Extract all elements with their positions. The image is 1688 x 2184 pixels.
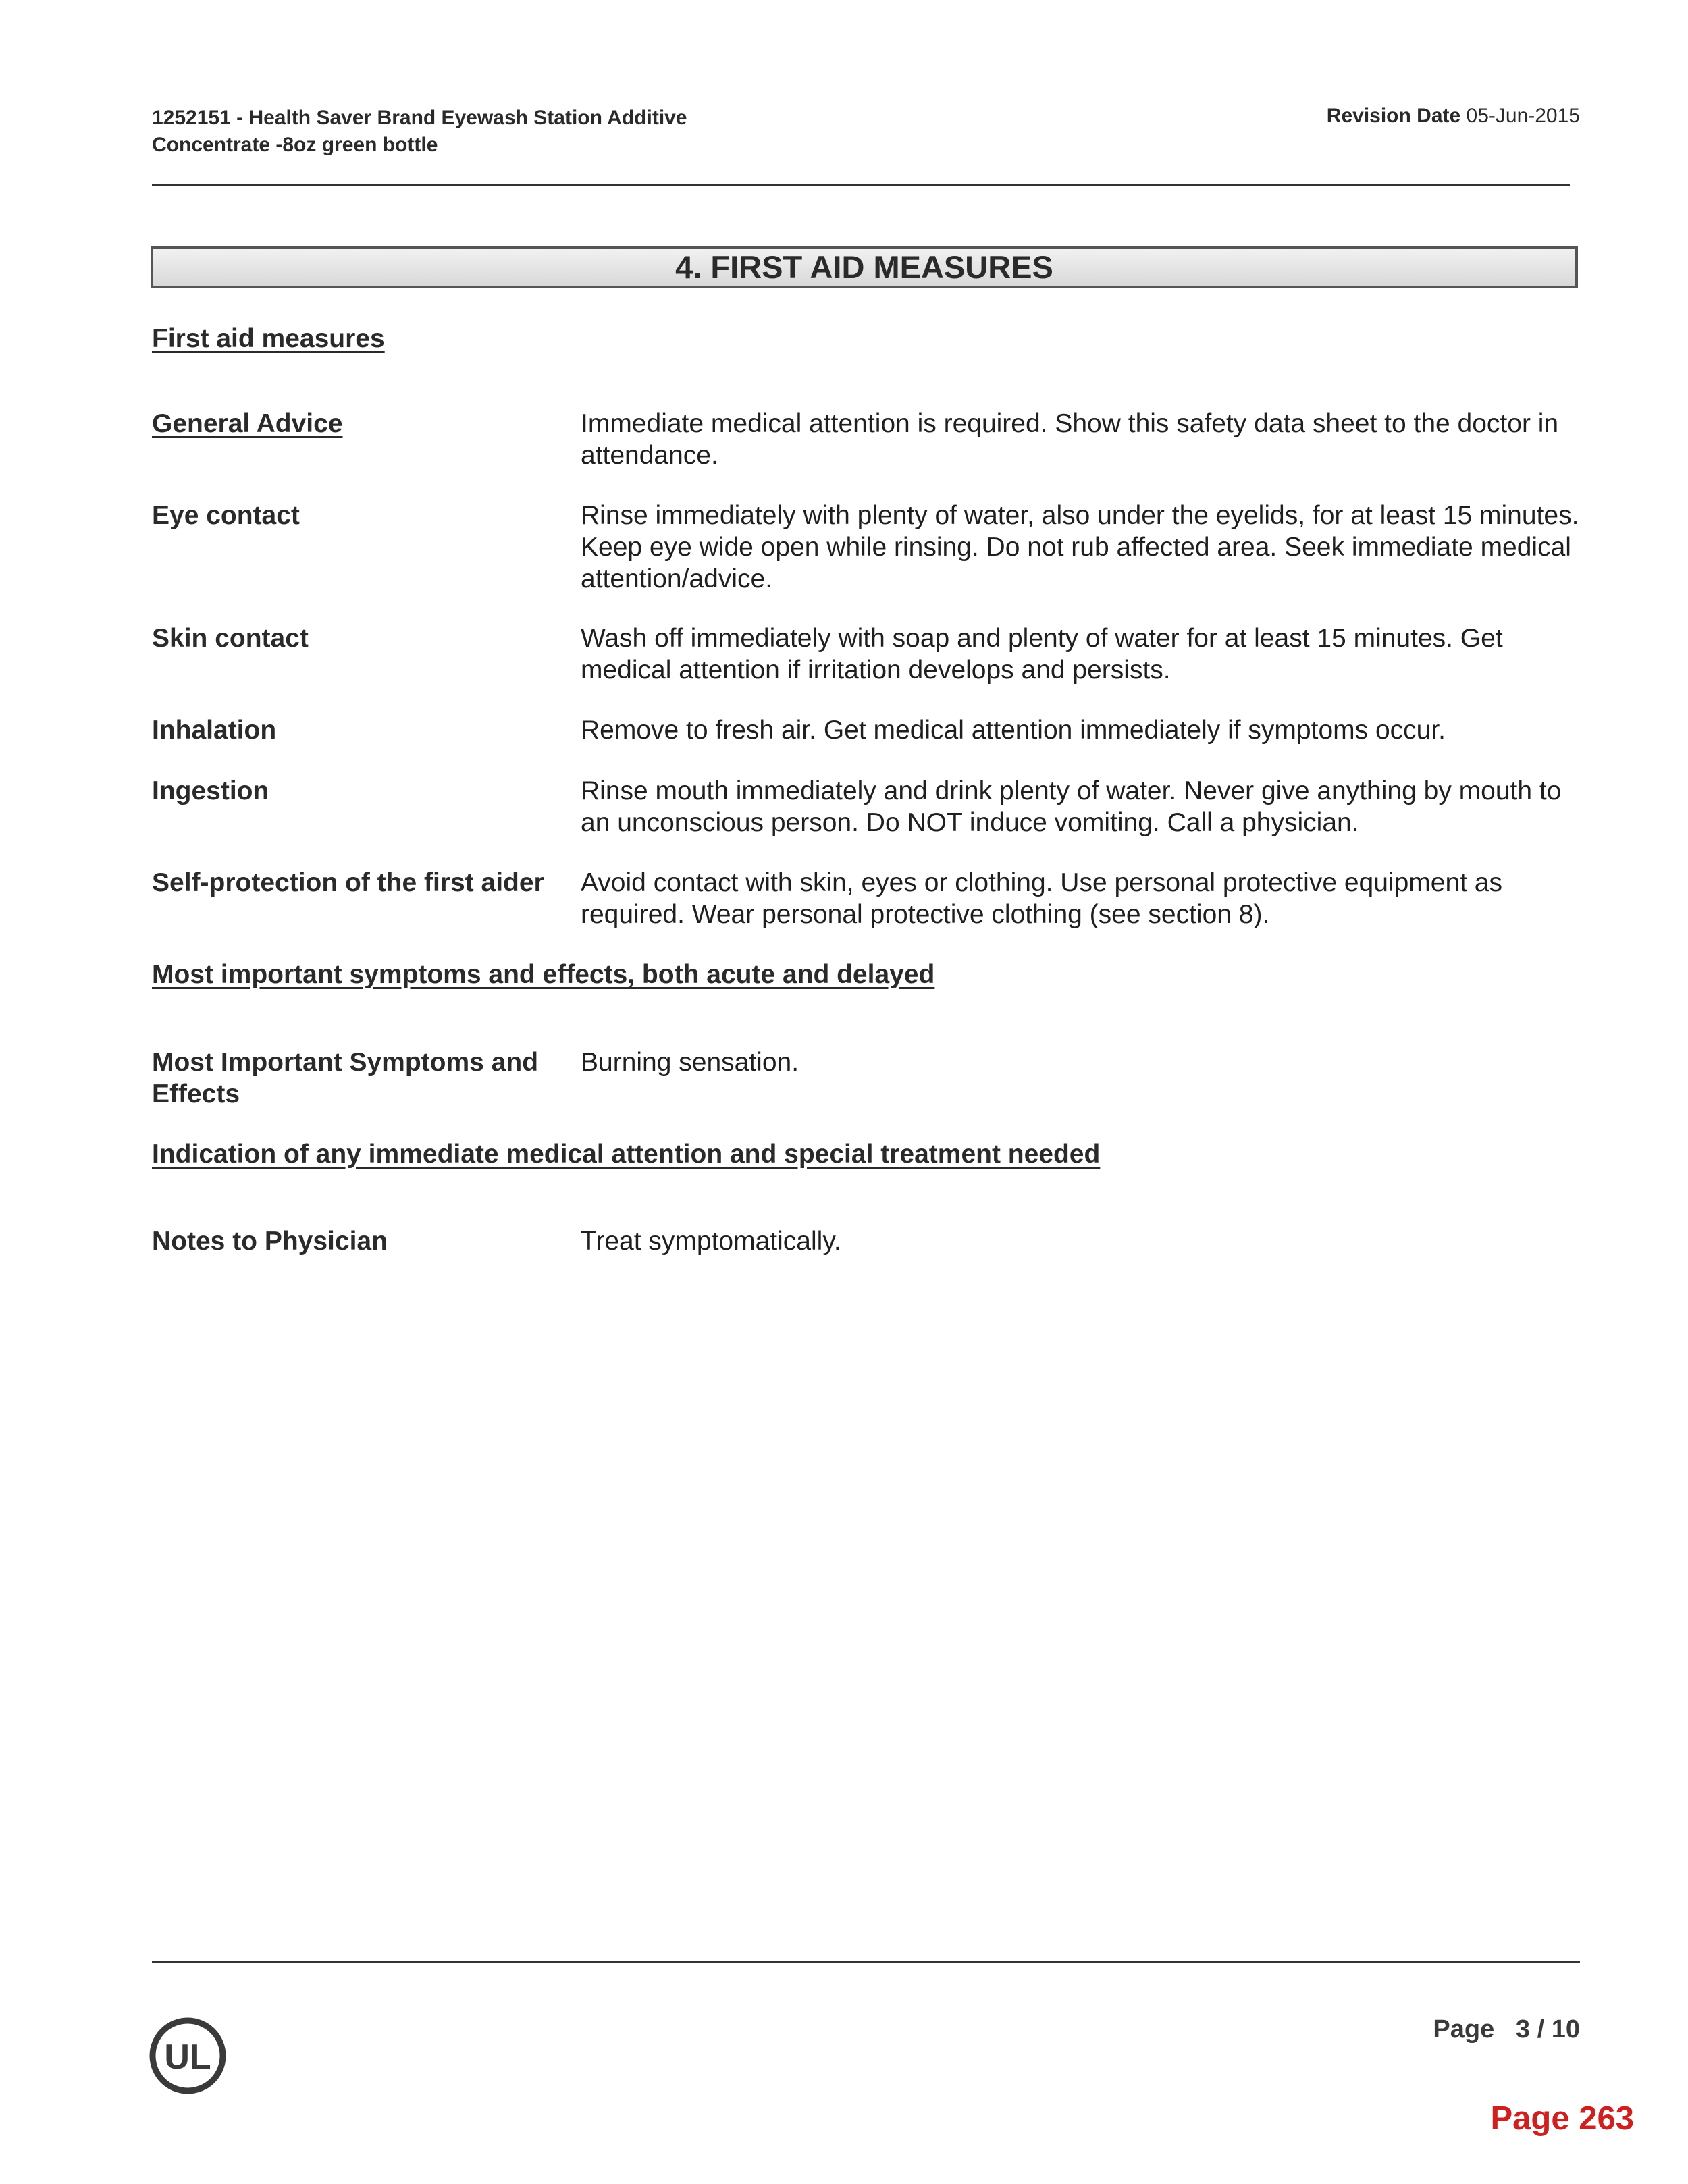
general-advice-label: General Advice [152, 409, 343, 438]
footer-divider [152, 1961, 1580, 1963]
ul-logo-text: UL [164, 2037, 211, 2077]
product-name-line1: 1252151 - Health Saver Brand Eyewash Station Additive [152, 107, 687, 129]
ingestion-label: Ingestion [152, 776, 269, 805]
header-divider [152, 184, 1570, 186]
bates-page-stamp: Page 263 [1490, 2100, 1634, 2137]
product-name-line2: Concentrate -8oz green bottle [152, 134, 438, 156]
medical-heading: Indication of any immediate medical attention and special treatment needed [152, 1140, 1101, 1169]
revision-label: Revision Date [1326, 105, 1461, 127]
eye-contact-text: Rinse immediately with plenty of water, also under the eyelids, for at least 15 minutes. Keep eye wide open while rinsing. Do not rub affected area. Seek immediate medical attention/advice. [581, 501, 1579, 593]
page-indicator [1384, 2013, 1580, 2046]
product-name [152, 105, 687, 159]
inhalation-label: Inhalation [152, 716, 277, 745]
general-advice-text: Immediate medical attention is required. Show this safety data sheet to the doctor in attendance. [581, 409, 1559, 470]
self-protection-text: Avoid contact with skin, eyes or clothing. Use personal protective equipment as required. Wear personal protective clothing (see section 8). [581, 868, 1502, 929]
symptoms-heading: Most important symptoms and effects, both acute and delayed [152, 960, 935, 989]
section-title: 4. FIRST AID MEASURES [151, 246, 1578, 288]
page-number: 3 / 10 [1515, 2015, 1580, 2044]
physician-notes-label: Notes to Physician [152, 1227, 388, 1256]
physician-notes-text: Treat symptomatically. [581, 1227, 841, 1256]
skin-contact-label: Skin contact [152, 624, 309, 653]
ul-logo-icon [147, 2015, 228, 2096]
symptoms-text: Burning sensation. [581, 1048, 799, 1077]
skin-contact-text: Wash off immediately with soap and plenty of water for at least 15 minutes. Get medical attention if irritation develops and persists. [581, 624, 1503, 685]
revision-date: 05-Jun-2015 [1466, 105, 1580, 127]
symptoms-label: Most Important Symptoms and Effects [152, 1048, 539, 1109]
self-protection-label: Self-protection of the first aider [152, 868, 544, 897]
inhalation-text: Remove to fresh air. Get medical attention immediately if symptoms occur. [581, 716, 1446, 745]
ingestion-text: Rinse mouth immediately and drink plenty of water. Never give anything by mouth to an unconscious person. Do NOT induce vomiting. Call a physician. [581, 776, 1562, 837]
page-label: Page [1433, 2015, 1495, 2044]
revision-info [1215, 103, 1580, 130]
first-aid-heading: First aid measures [152, 324, 385, 353]
eye-contact-label: Eye contact [152, 501, 300, 530]
